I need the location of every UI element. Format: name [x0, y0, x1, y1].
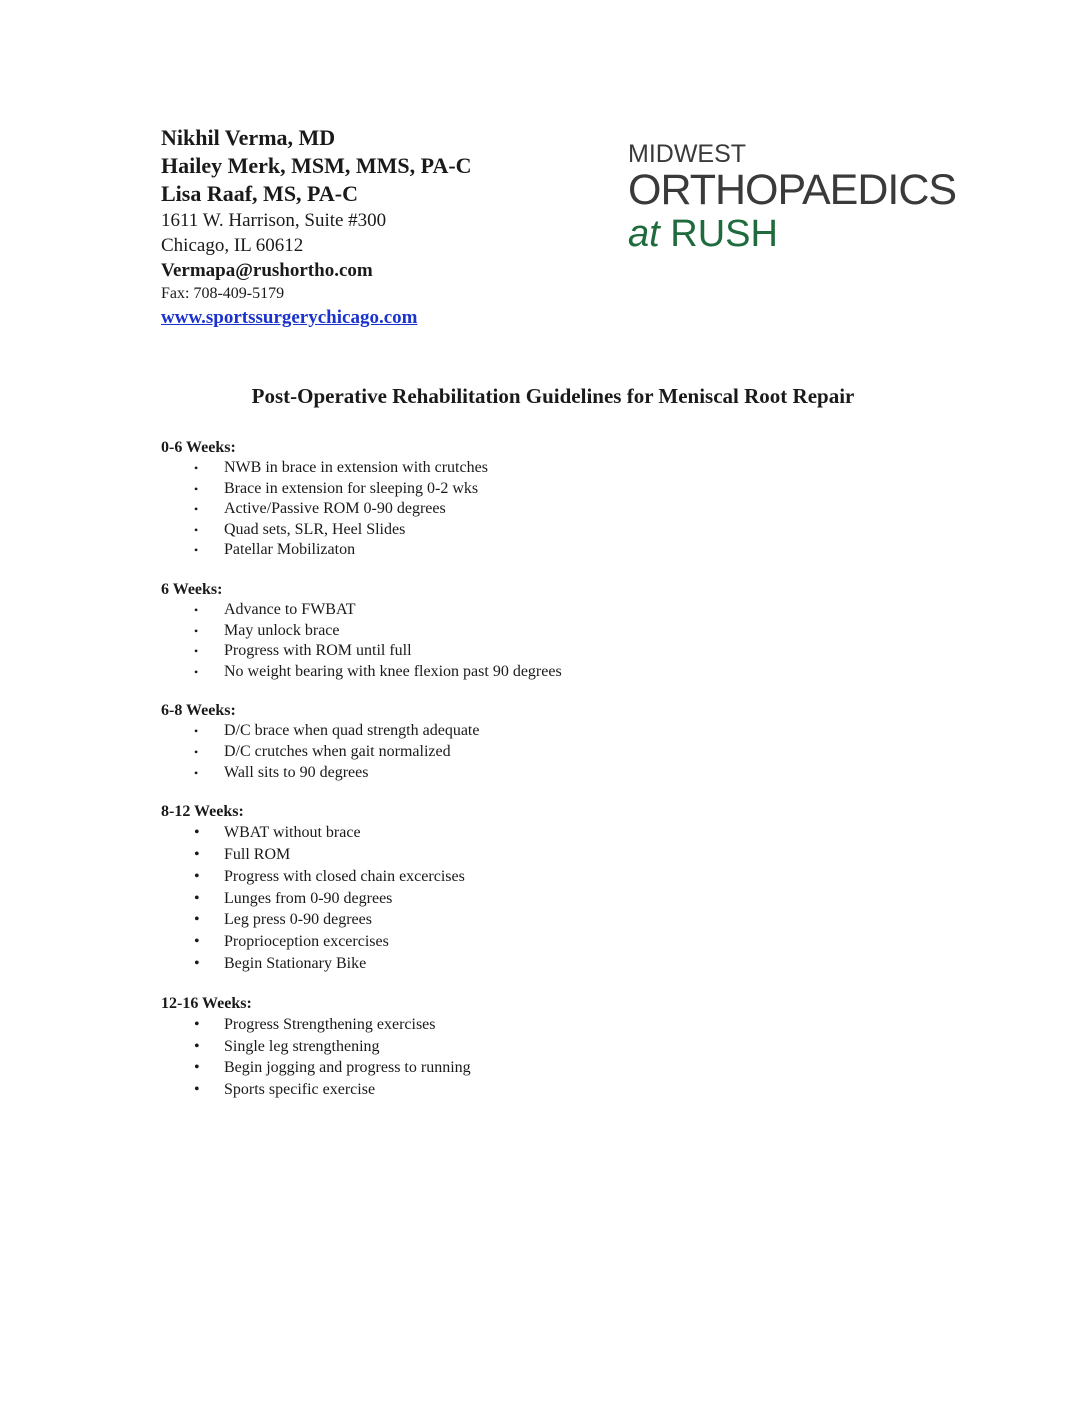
list-item: • Advance to FWBAT: [161, 600, 981, 621]
list-item: • Progress with closed chain excercises: [161, 866, 981, 888]
section-list: [161, 600, 981, 682]
bullet-icon: •: [194, 1081, 200, 1099]
website-link[interactable]: www.sportssurgerychicago.com: [161, 307, 418, 328]
bullet-icon: •: [194, 845, 200, 863]
section-list: [161, 822, 981, 975]
list-item: • Wall sits to 90 degrees: [161, 763, 981, 784]
logo-line-rush: [628, 212, 988, 256]
list-item: • Sports specific exercise: [161, 1079, 981, 1101]
section-heading: 0-6 Weeks:: [161, 439, 236, 456]
list-item: • Progress with ROM until full: [161, 641, 981, 662]
section-0-6-weeks: [161, 438, 981, 561]
list-item: • Proprioception excercises: [161, 931, 981, 953]
logo-line-orthopaedics: ORTHOPAEDICS: [628, 166, 957, 214]
bullet-icon: •: [194, 623, 199, 638]
list-item: • Quad sets, SLR, Heel Slides: [161, 520, 981, 541]
section-12-16-weeks: [161, 994, 981, 1101]
bullet-icon: •: [194, 724, 199, 739]
list-item: • WBAT without brace: [161, 822, 981, 844]
section-heading: 8-12 Weeks:: [161, 803, 244, 821]
bullet-icon: •: [194, 867, 200, 885]
provider-name: Lisa Raaf, MS, PA-C: [161, 181, 358, 206]
logo-at: at: [628, 213, 660, 255]
list-item: • Single leg strengthening: [161, 1036, 981, 1058]
list-item: • Brace in extension for sleeping 0-2 wks: [161, 479, 981, 500]
bullet-icon: •: [194, 481, 199, 496]
section-6-8-weeks: [161, 701, 981, 783]
section-6-weeks: [161, 580, 981, 682]
bullet-icon: •: [194, 1015, 200, 1033]
list-item: • D/C brace when quad strength adequate: [161, 721, 981, 742]
fax-number: Fax: 708-409-5179: [161, 285, 285, 302]
list-item: • D/C crutches when gait normalized: [161, 742, 981, 763]
bullet-icon: •: [194, 933, 200, 951]
bullet-icon: •: [194, 824, 200, 842]
bullet-icon: •: [194, 664, 199, 679]
list-item: • Leg press 0-90 degrees: [161, 909, 981, 931]
bullet-icon: •: [194, 543, 199, 558]
bullet-icon: •: [194, 911, 200, 929]
bullet-icon: •: [194, 744, 199, 759]
list-item: • No weight bearing with knee flexion past 90 degrees: [161, 662, 981, 683]
bullet-icon: •: [194, 461, 199, 475]
bullet-icon: •: [194, 765, 199, 780]
bullet-icon: •: [194, 1059, 200, 1077]
bullet-icon: •: [194, 522, 199, 537]
logo-line-midwest: MIDWEST: [628, 140, 747, 168]
provider-name: Hailey Merk, MSM, MMS, PA-C: [161, 153, 472, 178]
address-line: 1611 W. Harrison, Suite #300: [161, 210, 387, 231]
section-list: [161, 721, 981, 783]
section-heading: 12-16 Weeks:: [161, 994, 252, 1012]
provider-name: Nikhil Verma, MD: [161, 125, 336, 150]
list-item: • Progress Strengthening exercises: [161, 1014, 981, 1036]
bullet-icon: •: [194, 644, 199, 659]
section-heading: 6-8 Weeks:: [161, 702, 236, 720]
guidelines-sections: [161, 438, 981, 1120]
list-item: • Active/Passive ROM 0-90 degrees: [161, 499, 981, 520]
email-address: Vermapa@rushortho.com: [161, 260, 373, 281]
list-item: • Full ROM: [161, 844, 981, 866]
section-list: [161, 458, 981, 561]
midwest-orthopaedics-logo: [628, 140, 988, 256]
section-heading: 6 Weeks:: [161, 580, 223, 598]
list-item: • May unlock brace: [161, 621, 981, 642]
list-item: • NWB in brace in extension with crutches: [161, 458, 981, 479]
list-item: • Begin Stationary Bike: [161, 953, 981, 975]
bullet-icon: •: [194, 1037, 200, 1055]
document-title: Post-Operative Rehabilitation Guidelines for Meniscal Root Repair: [251, 384, 855, 408]
bullet-icon: •: [194, 502, 199, 517]
list-item: • Lunges from 0-90 degrees: [161, 888, 981, 910]
list-item: • Begin jogging and progress to running: [161, 1057, 981, 1079]
logo-rush: RUSH: [670, 213, 778, 255]
bullet-icon: •: [194, 954, 200, 972]
contact-block: [161, 124, 581, 331]
bullet-icon: •: [194, 602, 199, 617]
address-line: Chicago, IL 60612: [161, 235, 304, 256]
section-8-12-weeks: [161, 802, 981, 975]
list-item: • Patellar Mobilizaton: [161, 540, 981, 561]
section-list: [161, 1014, 981, 1101]
bullet-icon: •: [194, 889, 200, 907]
